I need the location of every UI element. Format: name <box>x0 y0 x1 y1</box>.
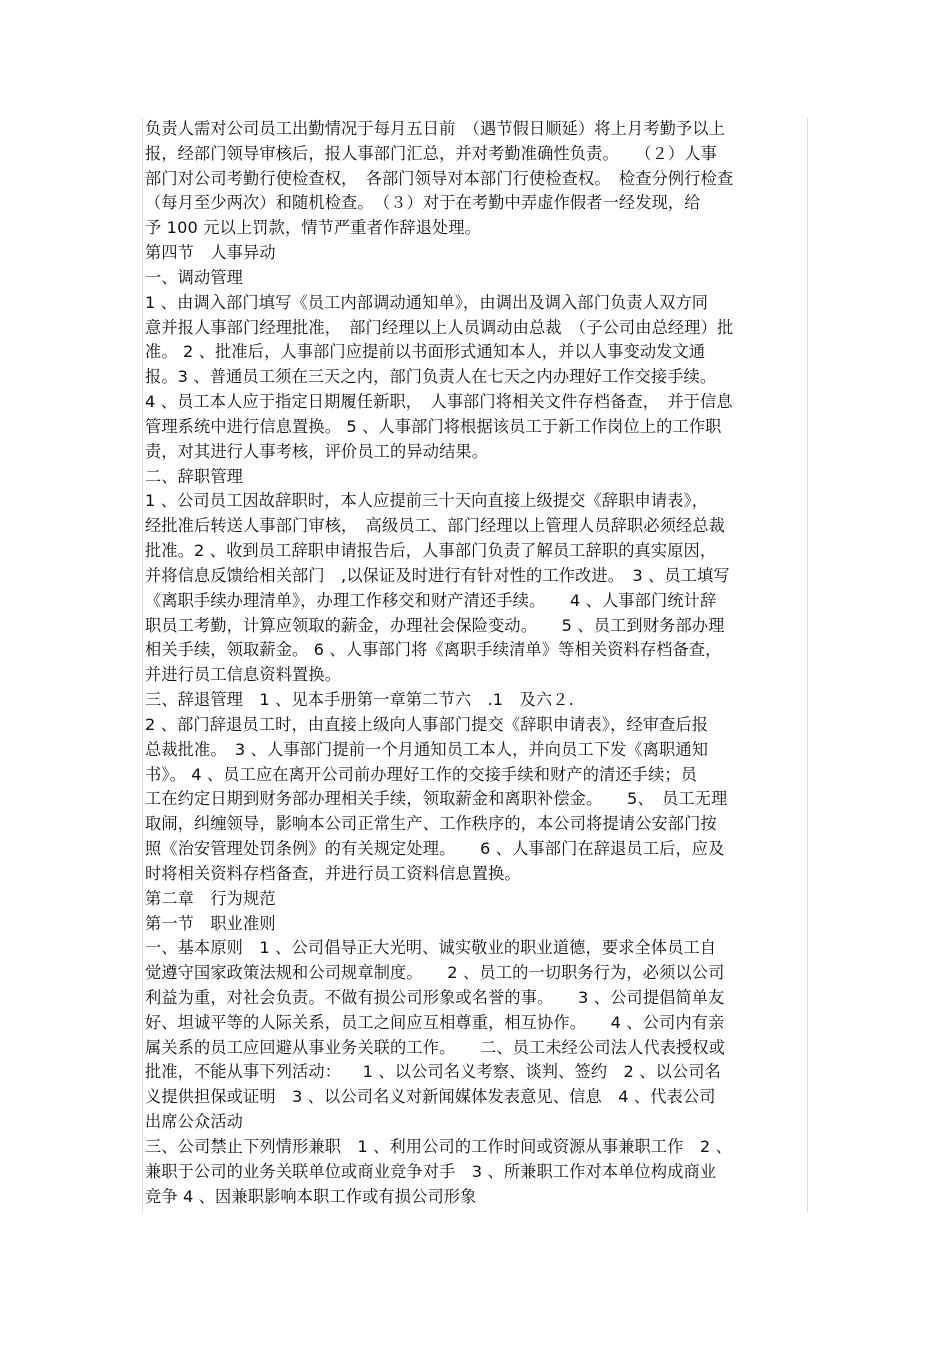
text-line: 2 、部门辞退员工时，由直接上级向人事部门提交《辞职申请表》，经审查后报 <box>145 714 709 734</box>
text-line: 书》。 4 、员工应在离开公司前办理好工作的交接手续和财产的清还手续；员 <box>145 764 698 784</box>
text-line: 《离职手续办理清单》，办理工作移交和财产清还手续。 4 、人事部门统计辞 <box>145 590 717 610</box>
text-line: 属关系的员工应回避从事业务关联的工作。 二、员工未经公司法人代表授权或 <box>145 1037 726 1057</box>
text-line: 准。 2 、批准后，人事部门应提前以书面形式通知本人，并以人事变动发文通 <box>145 342 706 362</box>
text-line: 三、公司禁止下列情形兼职 1 、利用公司的工作时间或资源从事兼职工作 2 、 <box>145 1136 732 1156</box>
text-line: 好、坦诚平等的人际关系，员工之间应互相尊重，相互协作。 4 、公司内有亲 <box>145 1012 725 1032</box>
text-line: 并进行员工信息资料置换。 <box>145 665 342 685</box>
document-body <box>145 117 809 1209</box>
text-line: 第一节 职业准则 <box>145 913 276 933</box>
text-line: 时将相关资料存档备查，并进行员工资料信息置换。 <box>145 863 521 883</box>
text-line: 照《治安管理处罚条例》的有关规定处理。 6 、人事部门在辞退员工后，应及 <box>145 839 725 859</box>
text-line: 三、辞退管理 1 、见本手册第一章第二节六 .1 及六２. <box>145 690 574 710</box>
text-line: 并将信息反馈给相关部门 ,以保证及时进行有针对性的工作改进。 3 、员工填写 <box>145 565 730 585</box>
text-line: 一、基本原则 1 、公司倡导正大光明、诚实敬业的职业道德，要求全体员工自 <box>145 938 717 958</box>
text-line: 责，对其进行人事考核，评价员工的异动结果。 <box>145 441 489 461</box>
text-line: 第四节 人事异动 <box>145 243 276 263</box>
text-line: 兼职于公司的业务关联单位或商业竞争对手 3 、所兼职工作对本单位构成商业 <box>145 1161 717 1181</box>
text-line: 总裁批准。 3 、人事部门提前一个月通知员工本人，并向员工下发《离职通知 <box>145 739 709 759</box>
text-line: 相关手续，领取薪金。 6 、人事部门将《离职手续清单》等相关资料存档备查， <box>145 640 722 660</box>
text-line: 予 100 元以上罚款，情节严重者作辞退处理。 <box>145 218 482 238</box>
text-line: 报，经部门领导审核后，报人事部门汇总，并对考勤准确性负责。 （２）人事 <box>145 143 717 163</box>
text-line: 1 、由调入部门填写《员工内部调动通知单》，由调出及调入部门负责人双方同 <box>145 292 709 312</box>
text-line: 觉遵守国家政策法规和公司规章制度。 2 、员工的一切职务行为，必须以公司 <box>145 963 725 983</box>
text-line: 工在约定日期到财务部办理相关手续，领取薪金和离职补偿金。 5、 员工无理 <box>145 789 728 809</box>
text-line: 取闹，纠缠领导，影响本公司正常生产、工作秩序的，本公司将提请公安部门按 <box>145 814 717 834</box>
text-line: 利益为重，对社会负责。不做有损公司形象或名誉的事。 3 、公司提倡简单友 <box>145 987 725 1007</box>
text-line: 义提供担保或证明 3 、以公司名义对新闻媒体发表意见、信息 4 、代表公司 <box>145 1087 716 1107</box>
text-line: 报。3 、普通员工须在三天之内，部门负责人在七天之内办理好工作交接手续。 <box>145 367 717 387</box>
text-line: 竞争 4 、因兼职影响本职工作或有损公司形象 <box>145 1186 477 1206</box>
text-line: 经批准后转送人事部门审核， 高级员工、部门经理以上管理人员辞职必须经总裁 <box>145 516 726 536</box>
text-line: 第二章 行为规范 <box>145 888 276 908</box>
text-line: 管理系统中进行信息置换。 5 、人事部门将根据该员工于新工作岗位上的工作职 <box>145 416 722 436</box>
text-line: （每月至少两次）和随机检查。 （３）对于在考勤中弄虚作假者一经发现，给 <box>145 193 701 213</box>
text-line: 批准，不能从事下列活动： 1 、以公司名义考察、谈判、签约 2 、以公司名 <box>145 1062 721 1082</box>
text-line: 职员工考勤，计算应领取的薪金，办理社会保险变动。 5 、员工到财务部办理 <box>145 615 725 635</box>
text-line: 二、辞职管理 <box>145 466 244 486</box>
text-line: 1 、公司员工因故辞职时，本人应提前三十天向直接上级提交《辞职申请表》， <box>145 491 709 511</box>
text-line: 4 、员工本人应于指定日期履任新职， 人事部门将相关文件存档备查， 并于信息 <box>145 392 733 412</box>
text-line: 负责人需对公司员工出勤情况于每月五日前 （遇节假日顺延）将上月考勤予以上 <box>145 119 726 138</box>
text-line: 一、调动管理 <box>145 267 244 287</box>
text-line: 部门对公司考勤行使检查权， 各部门领导对本部门行使检查权。 检查分例行检查 <box>145 168 734 188</box>
text-line: 出席公众活动 <box>145 1112 244 1132</box>
text-line: 意并报人事部门经理批准， 部门经理以上人员调动由总裁 （子公司由总经理）批 <box>145 317 734 337</box>
text-line: 批准。2 、收到员工辞职申请报告后，人事部门负责了解员工辞职的真实原因， <box>145 541 717 561</box>
